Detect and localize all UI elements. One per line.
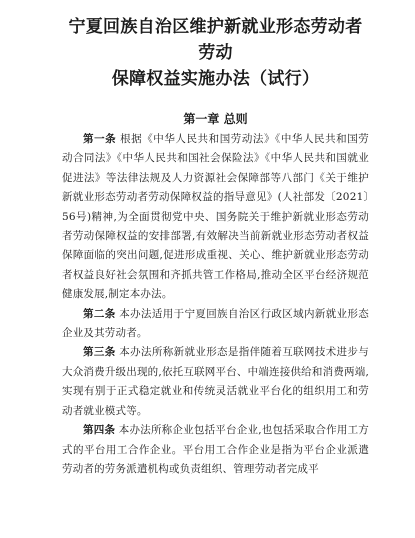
article-3-text: 本办法所称新就业形态是指伴随着互联网技术进步与大众消费升级出现的,依托互联网平台、中端连接供给和消费两端,实现有别于正式稳定就业和传统灵活就业平台化的组织用工和劳动者就业模式等。	[62, 346, 369, 417]
article-3-label: 第三条	[83, 346, 116, 359]
article-3	[62, 343, 369, 421]
chapter-heading: 第一章 总则	[183, 112, 248, 126]
article-1-label: 第一条	[83, 133, 117, 145]
article-1-text: 根据《中华人民共和国劳动法》《中华人民共和国劳动合同法》《中华人民共和国社会保险法》《中华人民共和国就业促进法》等法律法规及人力资源社会保障部等八部门《关于维护新就业形态劳动者劳动保障权益的指导意见》(人社部发〔2021〕56号)精神,为全面贯彻党中央、国务院关于维护新就业形态劳动者劳动保障权益的安排部署,有效解决当前新就业形态劳动者权益保障面临的突出问题,促进形成重视、关心、维护新就业形态劳动者权益良好社会氛围和齐抓共管工作格局,推动全区平台经济规范健康发展,制定本办法。	[62, 133, 369, 301]
article-4-label: 第四条	[83, 424, 116, 437]
article-2	[62, 305, 369, 344]
title-line-1: 宁夏回族自治区维护新就业形态劳动者劳动	[68, 17, 363, 63]
article-1	[62, 130, 369, 305]
article-4-text: 本办法所称企业包括平台企业,也包括采取合作用工方式的平台用工合作企业。平台用工合作企业是指为平台企业派遣劳动者的劳务派遣机构或负责组织、管理劳动者完成平	[62, 424, 370, 475]
article-4	[62, 421, 369, 479]
title-line-2: 保障权益实施办法（试行）	[111, 69, 320, 89]
article-2-label: 第二条	[83, 307, 116, 320]
article-2-text: 本办法适用于宁夏回族自治区行政区域内新就业形态企业及其劳动者。	[62, 307, 369, 340]
document-title	[62, 14, 369, 92]
